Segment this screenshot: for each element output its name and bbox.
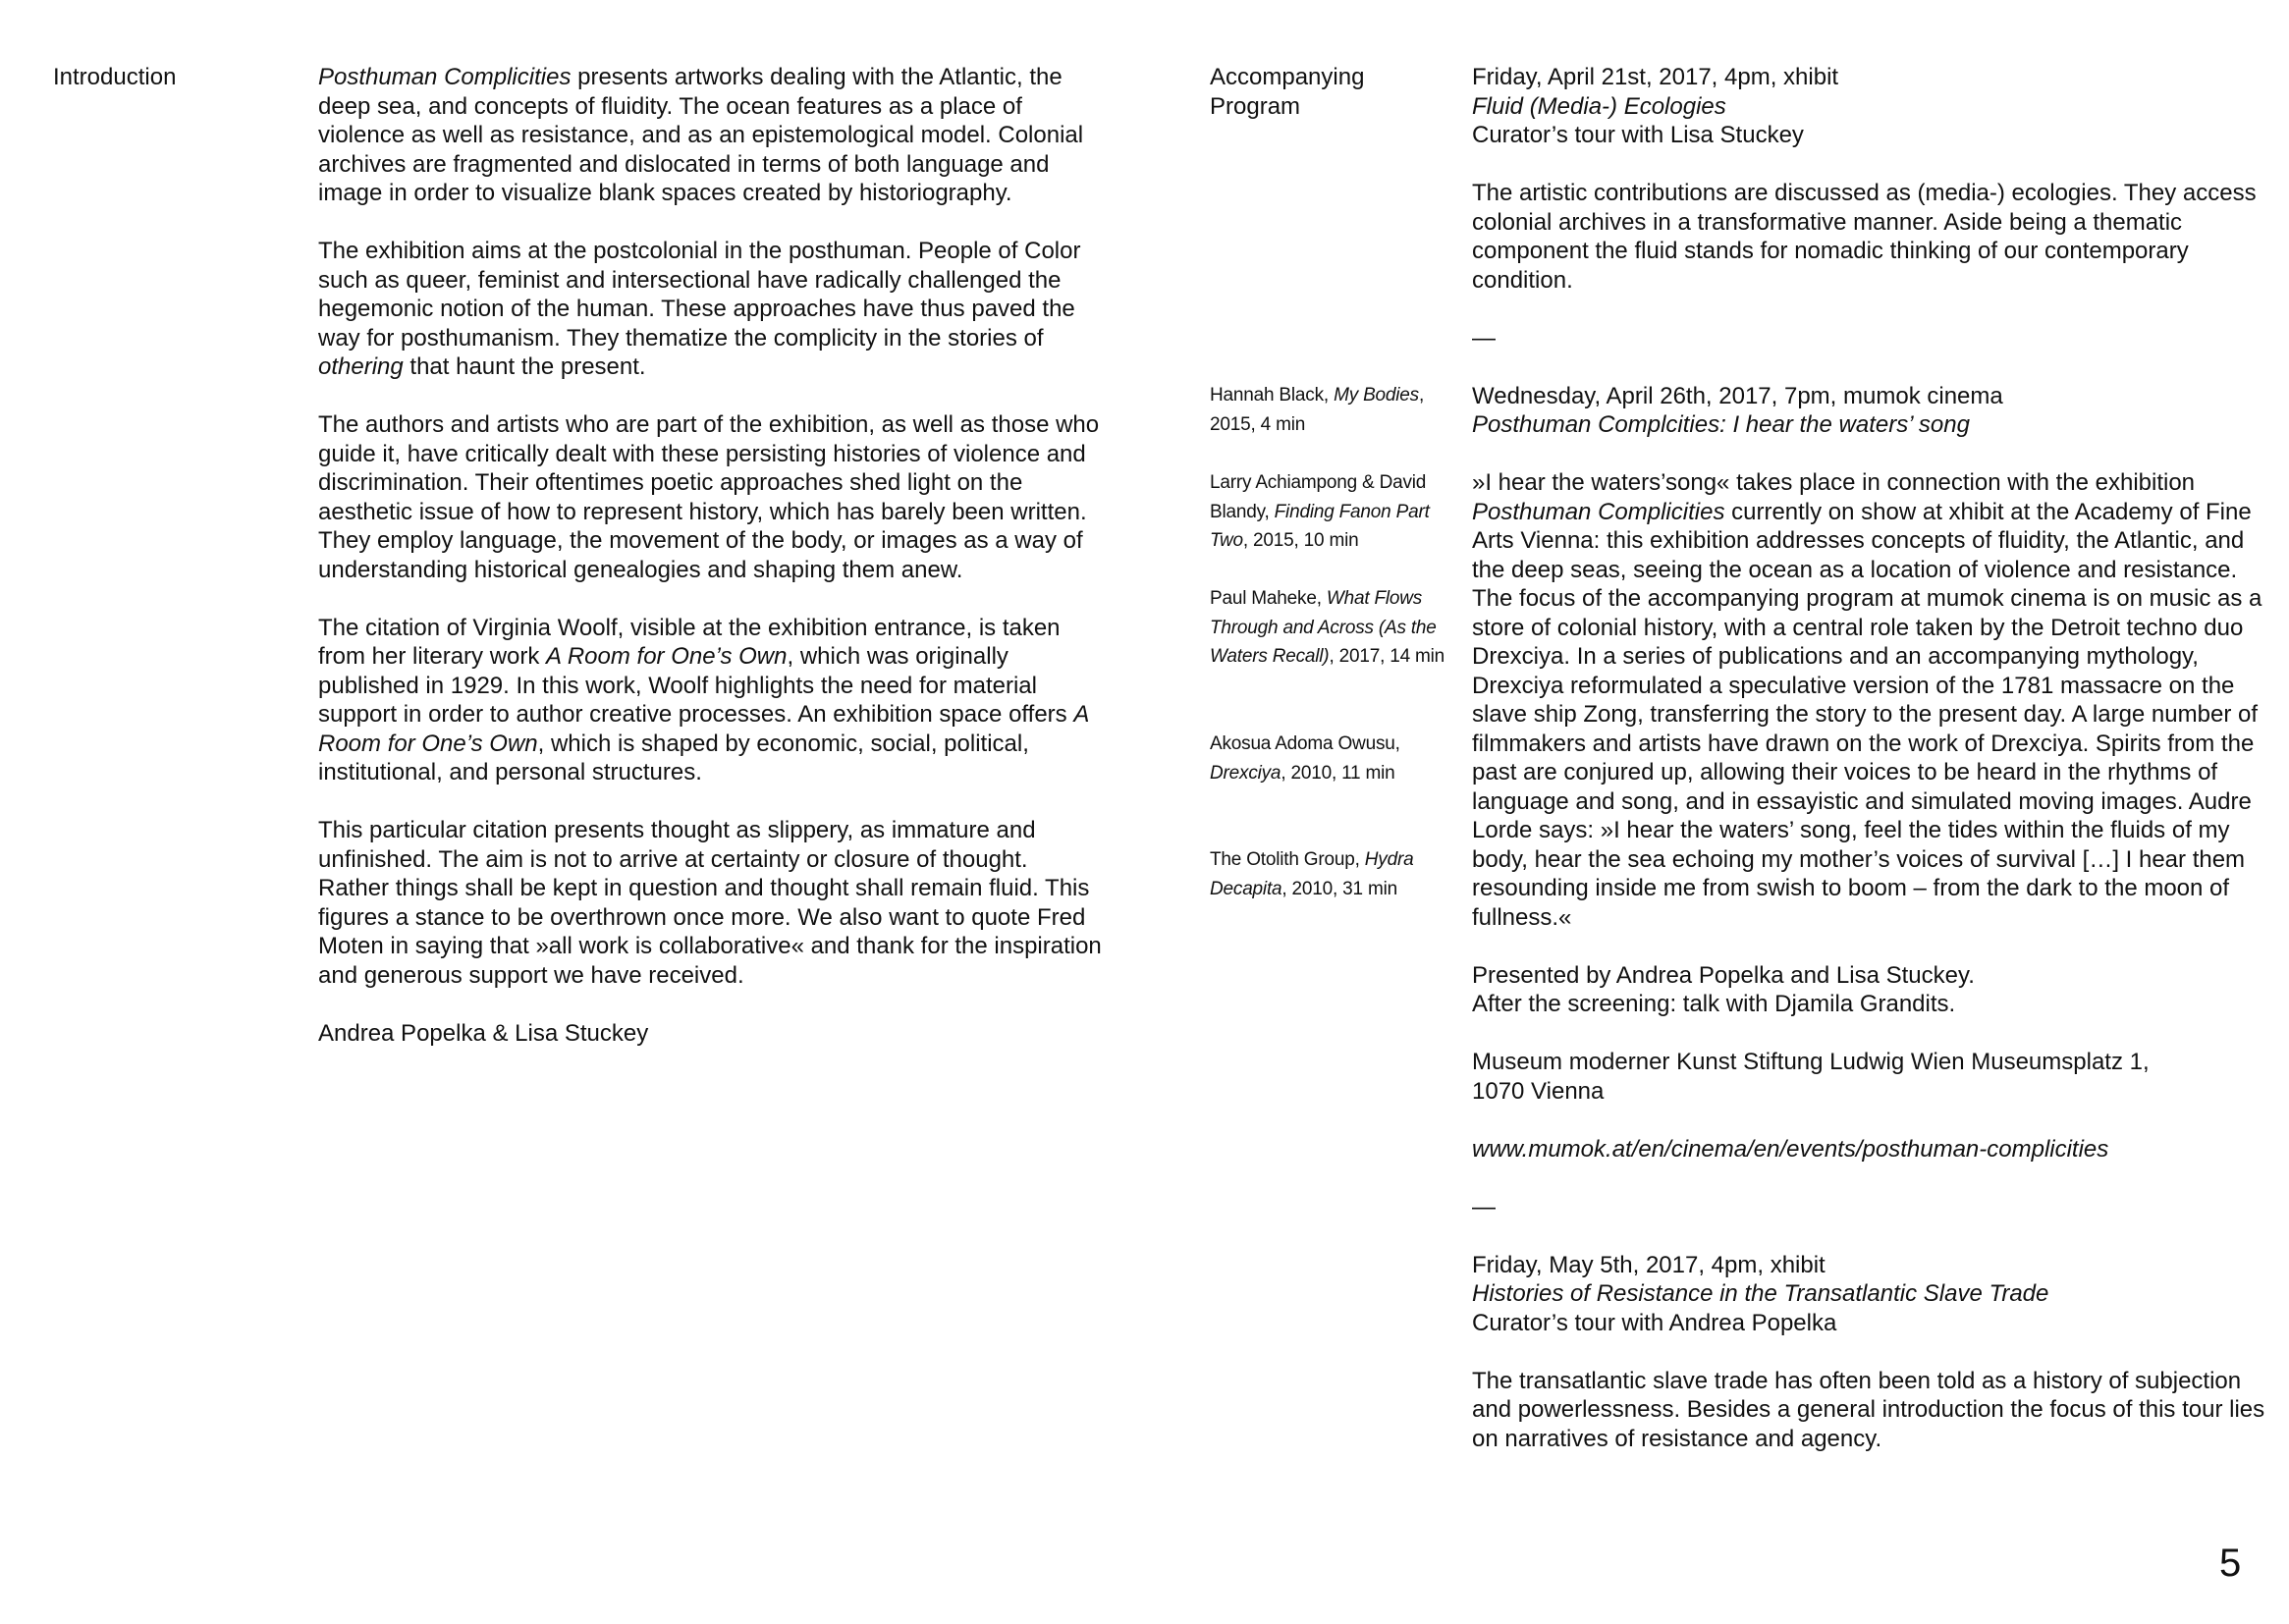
text-run: Larry Achiampong & David Blandy, xyxy=(1210,472,1427,522)
introduction-heading: Introduction xyxy=(53,64,177,90)
text-run: The Otolith Group, xyxy=(1210,849,1365,870)
text-run: This particular citation presents thought as slippery, as immature and unfinished. The aim is not to arrive at certainty or closure of thought. Rather things shall be kept in question and thought shall remain fluid. This figures a stance to be overthrown once more. We also want to quote Fred Moten in saying that »all work is collaborative« and thank for the inspiration and generous support we have received. xyxy=(318,817,1102,989)
event-2-after-screening: After the screening: talk with Djamila Grandits. xyxy=(1472,991,1956,1017)
event-3-date: Friday, May 5th, 2017, 4pm, xhibit xyxy=(1472,1251,1826,1278)
intro-paragraph-4 xyxy=(318,614,1104,787)
event-2-description xyxy=(1472,468,2267,932)
text-run: currently on show at xhibit at the Academy of Fine Arts Vienna: this exhibition addresses concepts of fluidity, the Atlantic, and the deep seas, seeing the ocean as a location of violence and resistance. The focus of the accompanying program at mumok cinema is on music as a store of colonial history, with a central role taken by the Detroit techno duo Drexciya. In a series of publications and an accompanying mythology, Drexciya reformulated a speculative version of the 1781 massacre on the slave ship Zong, transferring the story to the present day. A large number of filmmakers and artists have drawn on the work of Drexciya. Spirits from the past are conjured up, allowing their voices to be heard in the rhythms of language and song, and in essayistic and simulated moving images. Audre Lorde says: »I hear the waters’ song, feel the tides within the fluids of my body, hear the sea echoing my mother’s voices of survival […] I hear them resounding inside me from swish to boom – from the dark to the moon of fullness.« xyxy=(1472,498,2262,931)
italic-run: A Room for One’s Own xyxy=(546,643,788,670)
separator-dash-2: — xyxy=(1472,1193,1496,1220)
page-number: 5 xyxy=(2219,1542,2242,1585)
italic-run: What Flows Through and Across (As the Waters Recall) xyxy=(1210,588,1437,667)
italic-run: My Bodies xyxy=(1334,385,1419,406)
text-run: Akosua Adoma Owusu, xyxy=(1210,733,1400,754)
event-2-date: Wednesday, April 26th, 2017, 7pm, mumok cinema xyxy=(1472,382,2003,409)
screening-akosua-adoma-owusu xyxy=(1210,730,1450,787)
text-run: The artistic contributions are discussed as (media-) ecologies. They access colonial archives in a transformative manner. Aside being a thematic component the fluid stands for nomadic thinking of our contemporary condition. xyxy=(1472,180,2257,294)
separator-dash-1: — xyxy=(1472,324,1496,352)
text-run: presents artworks dealing with the Atlantic, the deep sea, and concepts of fluidity. The ocean features as a place of violence as well as resistance, and as an epistemological model. Colonial archives are fragmented and dislocated in terms of both language and image in order to visualize blank spaces created by historiography. xyxy=(318,64,1084,206)
text-run: , 2017, 14 min xyxy=(1329,646,1445,667)
program-heading xyxy=(1210,63,1465,121)
intro-signature: Andrea Popelka & Lisa Stuckey xyxy=(318,1019,649,1047)
text-run: Hannah Black, xyxy=(1210,385,1335,406)
event-1-date: Friday, April 21st, 2017, 4pm, xhibit xyxy=(1472,64,1839,90)
event-3-title: Histories of Resistance in the Transatlantic Slave Trade xyxy=(1472,1280,2049,1307)
event-3 xyxy=(1472,1251,2267,1454)
text-run: The authors and artists who are part of the exhibition, as well as those who guide it, have critically dealt with these persisting histories of violence and discrimination. Their oftentimes poetic approaches shed light on the aesthetic issue of how to represent history, which has barely been written. They employ language, the movement of the body, or images as a way of understanding historical genealogies and shaping them anew. xyxy=(318,411,1100,583)
event-1-subtitle: Curator’s tour with Lisa Stuckey xyxy=(1472,122,1804,148)
introduction-column xyxy=(318,63,1104,1048)
italic-run: Posthuman Complicities xyxy=(318,64,572,90)
italic-run: Posthuman Complicities xyxy=(1472,498,1725,525)
program-column xyxy=(1472,63,2267,1453)
text-run: , 2010, 31 min xyxy=(1281,878,1398,899)
italic-run: othering xyxy=(318,353,404,380)
text-run: , 2010, 11 min xyxy=(1281,762,1395,784)
screening-achiampong-blandy xyxy=(1210,468,1450,556)
screening-hannah-black xyxy=(1210,381,1450,439)
intro-paragraph-3 xyxy=(318,410,1104,584)
screening-otolith-group xyxy=(1210,845,1450,903)
italic-run: A Room for One’s Own xyxy=(318,701,1089,757)
text-run: The exhibition aims at the postcolonial in the posthuman. People of Color such as queer, feminist and intersectional have radically challenged the hegemonic notion of the human. These approaches have thus paved the way for posthumanism. They thematize the complicity in the stories of xyxy=(318,238,1081,352)
text-run: , 2015, 10 min xyxy=(1242,530,1359,551)
program-heading-line-2: Program xyxy=(1210,92,1301,120)
text-run: The citation of Virginia Woolf, visible at the exhibition entrance, is taken from her literary work xyxy=(318,614,1061,670)
intro-paragraph-2 xyxy=(318,237,1104,382)
screening-paul-maheke xyxy=(1210,584,1450,672)
event-1-title: Fluid (Media-) Ecologies xyxy=(1472,92,1726,120)
event-3-description xyxy=(1472,1367,2267,1454)
program-heading-line-1: Accompanying xyxy=(1210,64,1365,90)
intro-paragraph-1 xyxy=(318,63,1104,208)
event-2-presented-by: Presented by Andrea Popelka and Lisa Stuckey. xyxy=(1472,961,1975,989)
text-run: , which was originally published in 1929. In this work, Woolf highlights the need for material support in order to author creative processes. An exhibition space offers xyxy=(318,643,1074,728)
event-2 xyxy=(1472,382,2267,1164)
event-2-url-link[interactable]: www.mumok.at/en/cinema/en/events/posthuman-complicities xyxy=(1472,1135,2109,1163)
event-1 xyxy=(1472,63,2267,295)
text-run: »I hear the waters’song« takes place in connection with the exhibition xyxy=(1472,469,2196,496)
text-run: The transatlantic slave trade has often been told as a history of subjection and powerlessness. Besides a general introduction the focus of this tour lies on narratives of resistance and agency. xyxy=(1472,1367,2265,1452)
text-run: that haunt the present. xyxy=(403,353,646,380)
event-1-description xyxy=(1472,179,2267,295)
italic-run: Hydra Decapita xyxy=(1210,849,1414,899)
event-3-subtitle: Curator’s tour with Andrea Popelka xyxy=(1472,1309,1837,1336)
event-2-venue-line-1: Museum moderner Kunst Stiftung Ludwig Wien Museumsplatz 1, xyxy=(1472,1049,2150,1075)
italic-run: Drexciya xyxy=(1210,762,1281,784)
text-run: , which is shaped by economic, social, political, institutional, and personal structures. xyxy=(318,730,1029,785)
italic-run: Finding Fanon Part Two xyxy=(1210,501,1430,551)
intro-paragraph-5 xyxy=(318,816,1104,990)
text-run: , 2015, 4 min xyxy=(1210,385,1425,435)
event-2-title: Posthuman Complcities: I hear the waters’ song xyxy=(1472,411,1970,438)
text-run: Paul Maheke, xyxy=(1210,588,1327,609)
event-2-venue-line-2: 1070 Vienna xyxy=(1472,1077,1605,1105)
